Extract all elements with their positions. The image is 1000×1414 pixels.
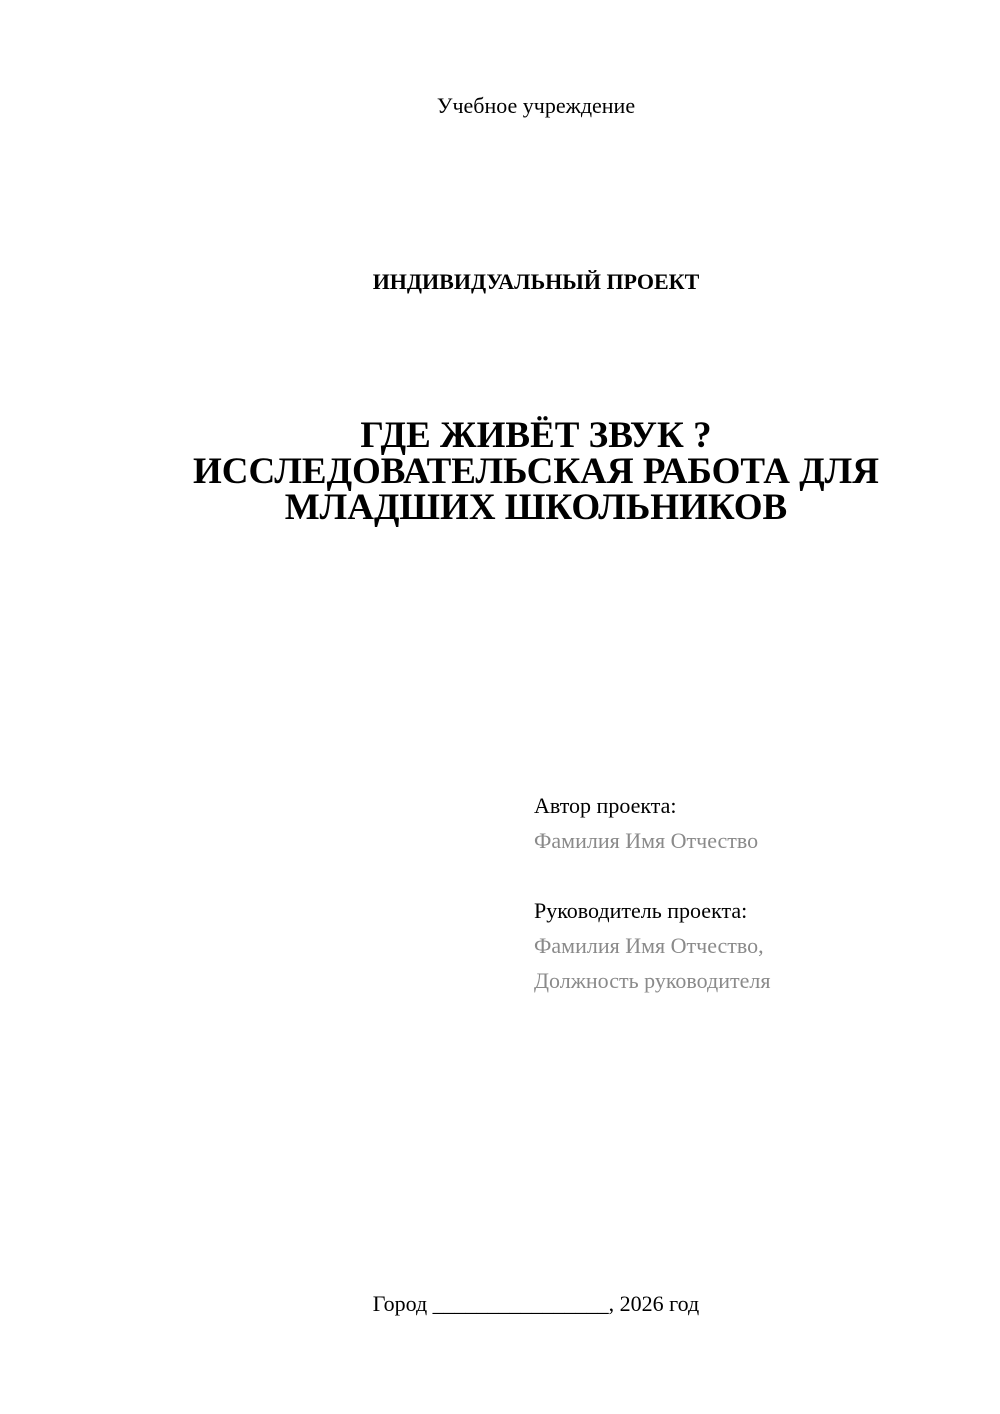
project-type-heading: ИНДИВИДУАЛЬНЫЙ ПРОЕКТ <box>372 269 700 294</box>
supervisor-name-placeholder: Фамилия Имя Отчество, <box>534 933 764 958</box>
author-name-placeholder: Фамилия Имя Отчество <box>534 828 759 853</box>
title-line: ГДЕ ЖИВЁТ ЗВУК ? <box>360 415 712 456</box>
institution-name: Учебное учреждение <box>436 93 636 118</box>
supervisor-block <box>534 893 770 998</box>
project-title <box>0 415 1000 528</box>
title-line: ИССЛЕДОВАТЕЛЬСКАЯ РАБОТА ДЛЯ <box>193 451 879 492</box>
city-year-footer: Город ________________, 2026 год <box>372 1291 700 1316</box>
title-line: МЛАДШИХ ШКОЛЬНИКОВ <box>284 487 788 528</box>
author-block <box>534 788 758 858</box>
supervisor-position-placeholder: Должность руководителя <box>534 968 771 993</box>
supervisor-label: Руководитель проекта: <box>534 898 748 923</box>
author-label: Автор проекта: <box>534 793 677 818</box>
